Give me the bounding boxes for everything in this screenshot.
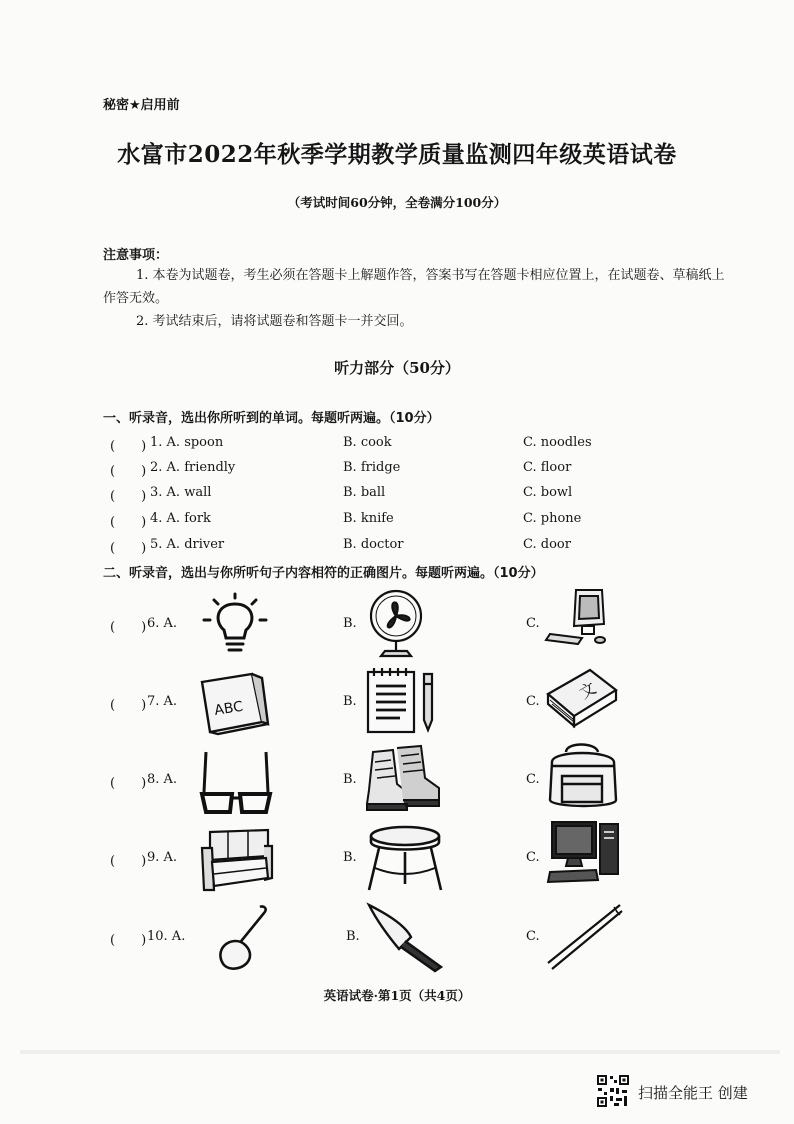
answer-paren: ( ) [110,933,147,948]
answer-paren: ( ) [110,776,147,791]
scanner-app-label: 扫描全能王 创建 [638,1084,748,1102]
chopsticks-icon [544,901,624,971]
confidential-label: 秘密★启用前 [103,98,180,113]
listening-part-heading: 听力部分（50分） [334,359,460,377]
qr-code-icon [596,1074,630,1108]
answer-paren: ( ) [110,464,147,479]
option-a: 2. A. friendly [150,460,236,475]
exam-subtitle: （考试时间60分钟，全卷满分100分） [287,195,507,210]
answer-paren: ( ) [110,439,147,454]
option-c: C. floor [523,460,572,475]
notice-item-2: 2. 考试结束后，请将试题卷和答题卡一并交回。 [136,314,413,329]
knife-icon [365,901,447,973]
option-b: B. doctor [343,537,404,552]
picture-question-row [110,746,710,816]
svg-text:文: 文 [576,678,600,703]
option-c: C. [526,772,540,787]
abc-book-icon [198,670,270,736]
option-b: B. [343,694,357,709]
option-c: C. door [523,537,571,552]
question-row [110,511,710,533]
option-b: B. ball [343,485,386,500]
page-footer: 英语试卷·第1页（共4页） [323,988,471,1003]
option-a: 4. A. fork [150,511,211,526]
option-a: 8. A. [147,772,178,787]
option-c: C. noodles [523,435,592,450]
chinese-book-icon [544,664,620,730]
shoes-icon [363,744,443,814]
answer-paren: ( ) [110,515,147,530]
question-row [110,435,710,457]
svg-text:ABC: ABC [213,698,245,720]
table-icon [365,824,443,894]
sofa-icon [198,826,274,894]
notice-item-1: 1. 本卷为试题卷，考生必须在答题卡上解题作答，答案书写在答题卡相应位置上，在试题卷、草稿纸上作答无效。 [103,268,725,306]
answer-paren: ( ) [110,541,147,556]
option-b: B. [343,850,357,865]
notice-heading: 注意事项： [103,248,169,263]
option-a: 6. A. [147,616,178,631]
option-c: C. phone [523,511,582,526]
picture-question-row [110,668,710,738]
ladle-icon [214,903,274,973]
option-b: B. [346,929,360,944]
light-bulb-icon [200,592,270,656]
notebook-pen-icon [364,666,444,736]
option-b: B. cook [343,435,392,450]
option-b: B. [343,616,357,631]
option-b: B. knife [343,511,394,526]
option-c: C. [526,850,540,865]
answer-paren: ( ) [110,854,147,869]
option-c: C. [526,616,540,631]
option-a: 5. A. driver [150,537,225,552]
option-a: 10. A. [147,929,186,944]
exam-title: 水富市2022年秋季学期教学质量监测四年级英语试卷 [117,141,677,168]
picture-question-row [110,824,710,894]
option-a: 1. A. spoon [150,435,224,450]
section1-heading: 一、听录音，选出你所听到的单词。每题听两遍。（10分） [103,411,440,426]
option-b: B. [343,772,357,787]
picture-question-row [110,590,710,660]
question-row [110,537,710,559]
option-b: B. fridge [343,460,401,475]
answer-paren: ( ) [110,620,147,635]
section2-heading: 二、听录音，选出与你所听句子内容相符的正确图片。每题听两遍。（10分） [103,566,544,581]
option-a: 3. A. wall [150,485,212,500]
option-a: 7. A. [147,694,178,709]
option-a: 9. A. [147,850,178,865]
picture-question-row [110,903,710,973]
scan-artifact [20,1050,780,1054]
scanner-watermark [596,1074,776,1110]
computer-icon [544,586,614,650]
option-c: C. [526,694,540,709]
glasses-icon [198,748,274,818]
fan-icon [363,588,429,660]
answer-paren: ( ) [110,698,147,713]
option-c: C. bowl [523,485,573,500]
answer-paren: ( ) [110,489,147,504]
desktop-computer-icon [546,818,622,890]
schoolbag-icon [544,740,620,812]
question-row [110,485,710,507]
option-c: C. [526,929,540,944]
question-row [110,460,710,482]
